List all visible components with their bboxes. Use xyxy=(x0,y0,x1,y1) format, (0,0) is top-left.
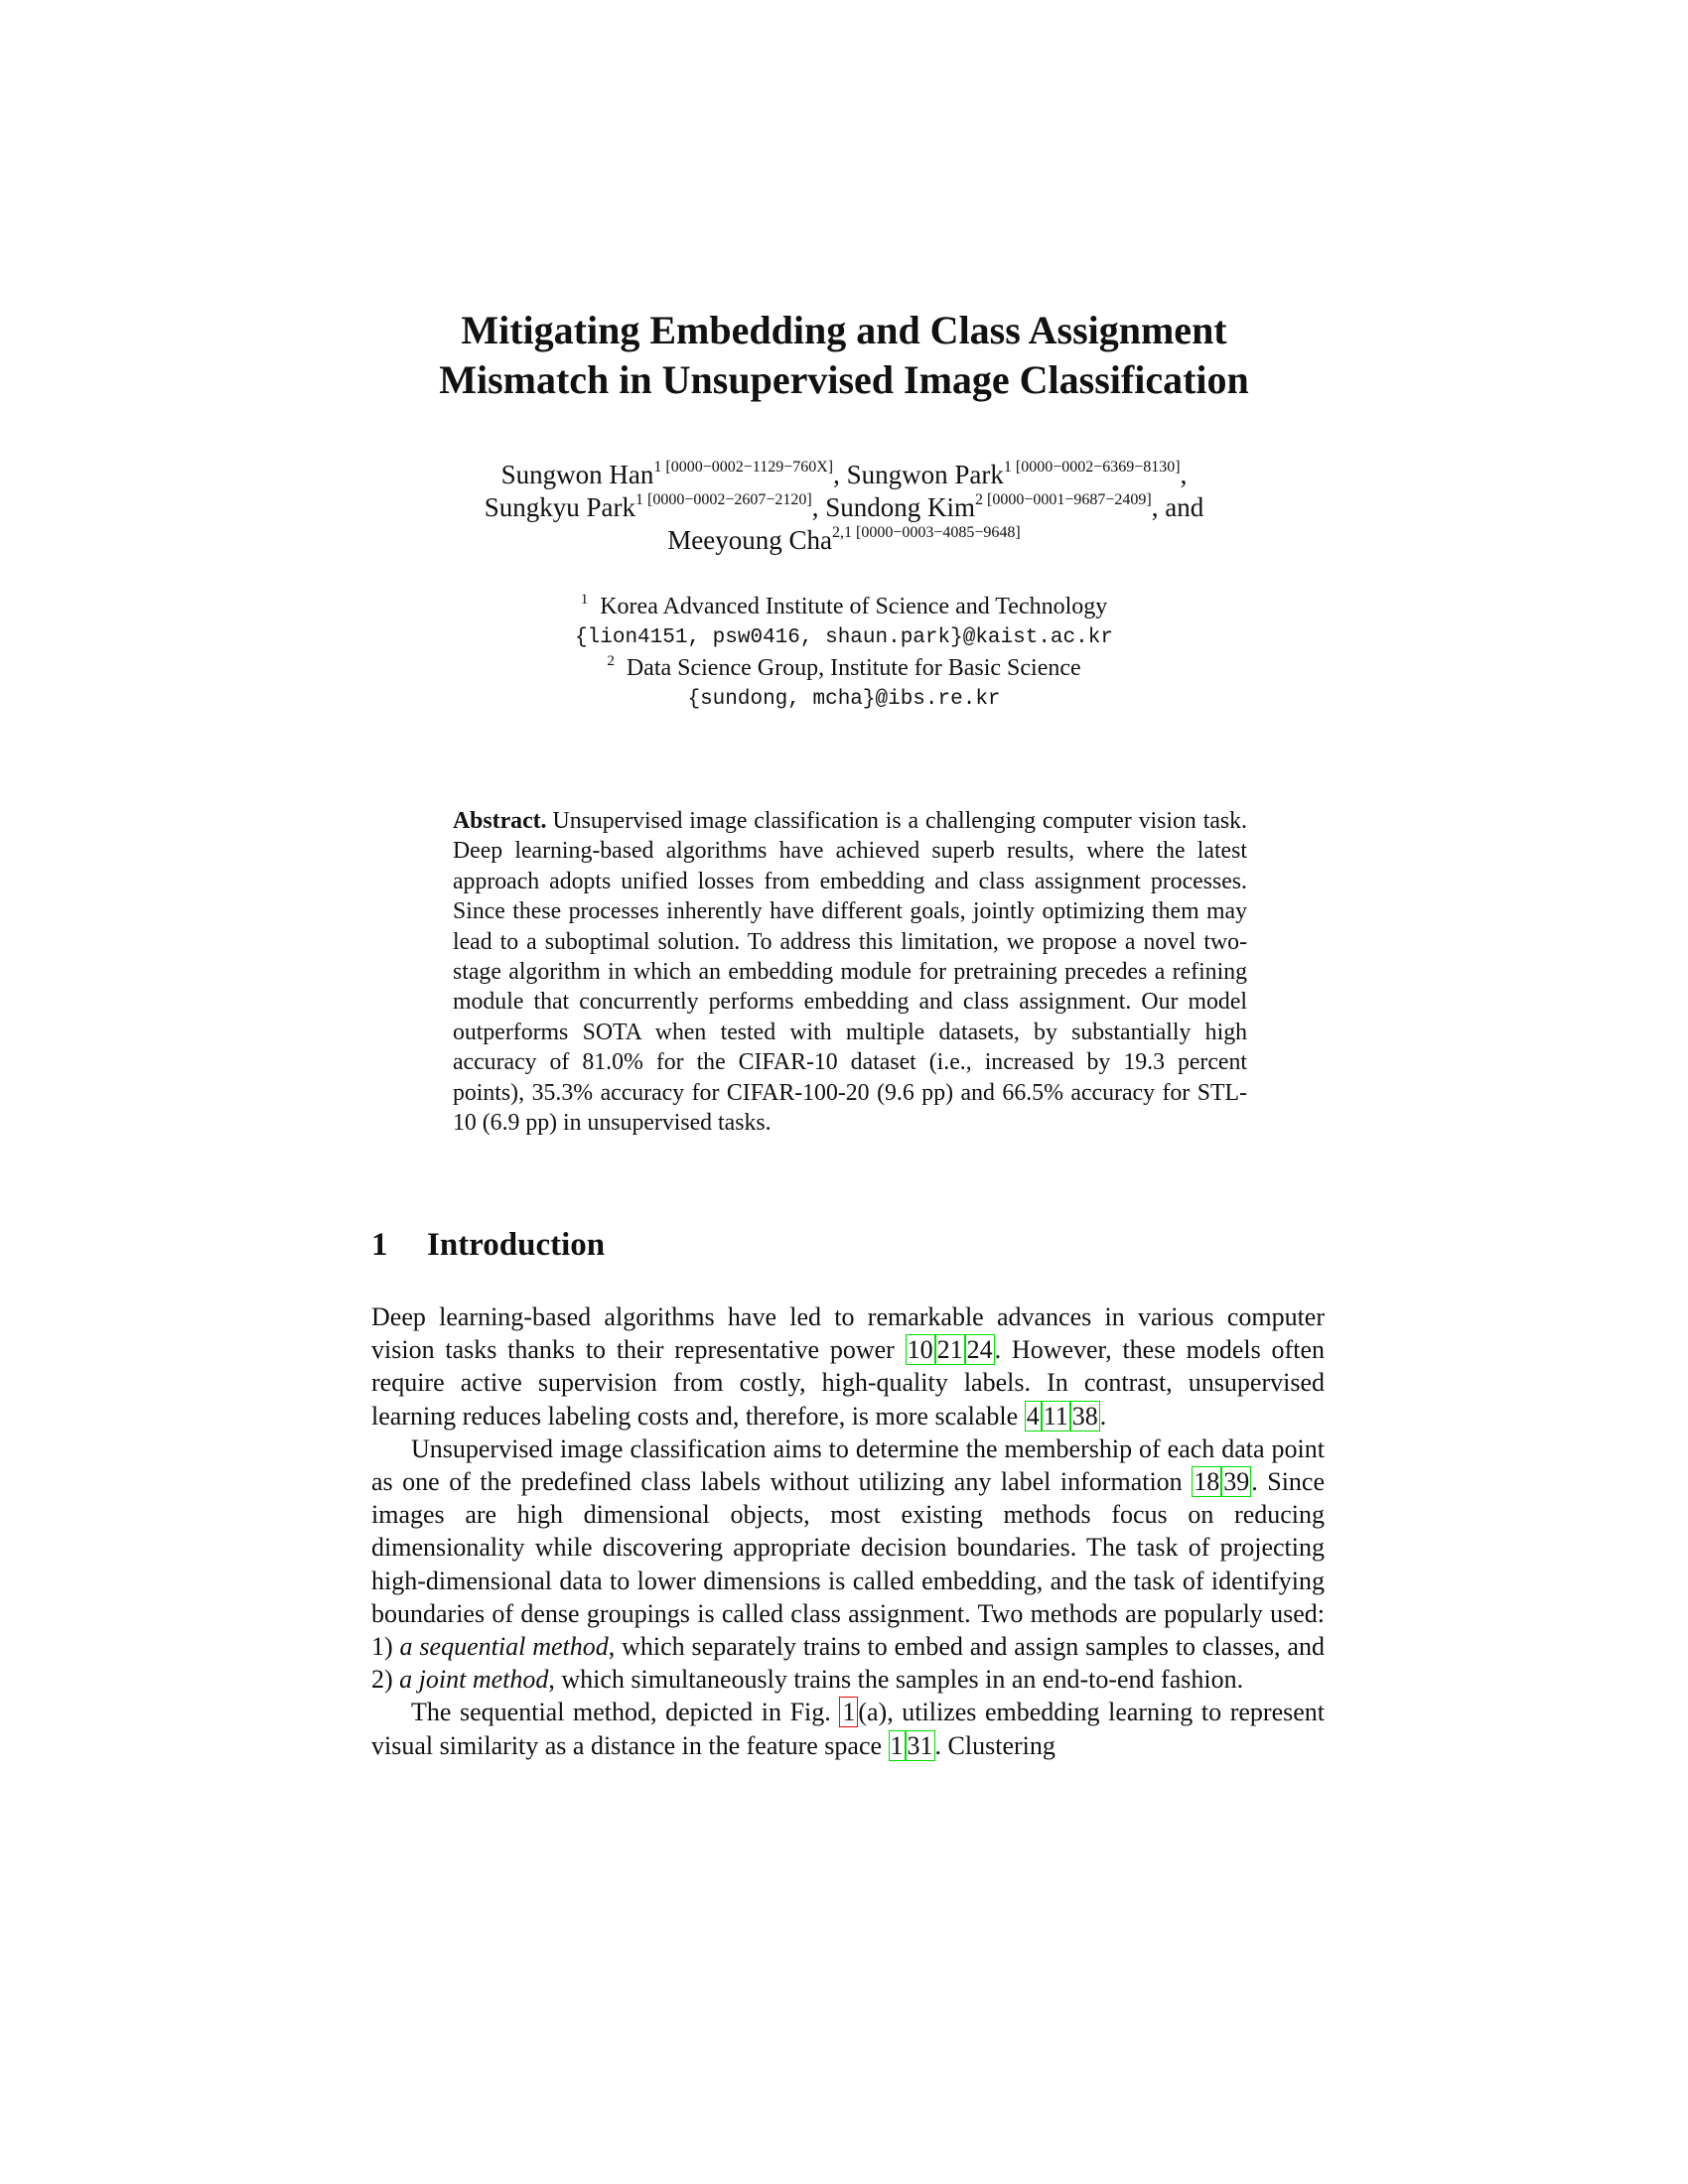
citation-link[interactable]: 21 xyxy=(936,1335,963,1365)
author-line-2 xyxy=(298,491,1390,524)
paragraph-text: (a), utilizes embedding learning to represent visual similarity as a distance in the feature space xyxy=(371,1698,1325,1760)
citation-link[interactable]: 1 xyxy=(890,1730,904,1760)
paragraph-text: . xyxy=(1099,1401,1107,1431)
author-name: Sungwon Han xyxy=(500,460,654,489)
author-orcid: 1 [0000−0002−1129−760X] xyxy=(653,459,834,476)
abstract xyxy=(453,806,1247,1138)
author-orcid: 1 [0000−0002−6369−8130] xyxy=(1003,459,1181,476)
affiliation-number: 2 xyxy=(607,653,615,669)
abstract-label: Abstract. xyxy=(453,808,547,834)
affiliation-2 xyxy=(298,653,1390,684)
affiliation-2-email: {sundong, mcha}@ibs.re.kr xyxy=(687,688,1001,711)
body-text xyxy=(371,1300,1325,1762)
emphasis: a sequential method xyxy=(399,1632,609,1662)
paper-title xyxy=(298,306,1390,405)
paragraph-text: , which separately trains to embed and assign samples to classes, and 2) xyxy=(371,1632,1325,1695)
author-name: , Sundong Kim xyxy=(811,492,976,522)
author-name: Meeyoung Cha xyxy=(667,525,832,555)
citation-link[interactable]: 10 xyxy=(907,1335,933,1365)
paragraph-text: . Since images are high dimensional objects, most existing methods focus on reducing dimensionality while discovering appropriate decision boundaries. The task of projecting high-dimensional data to lower dimensions is called embedding, and the task of identifying boundaries of dense groupings is called class assignment. Two methods are popularly used: 1) xyxy=(371,1467,1326,1662)
citation-link[interactable]: 4 xyxy=(1026,1401,1040,1431)
paragraph-text: . Clustering xyxy=(934,1730,1055,1760)
citation-link[interactable]: 18 xyxy=(1194,1467,1220,1497)
author-orcid: 1 [0000−0002−2607−2120] xyxy=(635,491,812,508)
author-list xyxy=(298,459,1390,557)
affiliation-1-email: {lion4151, psw0416, shaun.park}@kaist.ac.kr xyxy=(575,626,1113,649)
paragraph-text: Unsupervised image classification aims to determine the membership of each data point as one of the predefined class labels without utilizing any label information xyxy=(371,1433,1325,1497)
section-title: Introduction xyxy=(427,1227,606,1263)
author-orcid: 2 [0000−0001−9687−2409] xyxy=(975,491,1152,508)
author-name: Sungkyu Park xyxy=(484,492,636,522)
paragraph-text: The sequential method, depicted in Fig. xyxy=(411,1698,840,1727)
author-line-1 xyxy=(298,459,1390,491)
figure-ref-link[interactable]: 1 xyxy=(839,1697,858,1727)
affiliation-name: Korea Advanced Institute of Science and Technology xyxy=(600,594,1108,619)
paragraph-2 xyxy=(371,1433,1325,1697)
affiliation-name: Data Science Group, Institute for Basic Science xyxy=(626,655,1081,681)
paragraph-text: Deep learning-based algorithms have led to remarkable advances in various computer vision tasks thanks to their representative power xyxy=(371,1302,1325,1365)
citation-link[interactable]: 31 xyxy=(907,1730,933,1760)
citation-link[interactable]: 39 xyxy=(1223,1467,1250,1497)
affiliation-1 xyxy=(298,592,1390,622)
paragraph-text: . However, these models often require active supervision from costly, high-quality labels. In contrast, unsupervised learning reduces labeling costs and, therefore, is more scalable xyxy=(371,1335,1325,1431)
author-orcid: 2,1 [0000−0003−4085−9648] xyxy=(831,524,1021,541)
affiliations xyxy=(298,592,1390,715)
citation-link[interactable]: 38 xyxy=(1071,1401,1098,1431)
title-line-1: Mitigating Embedding and Class Assignment xyxy=(461,308,1227,352)
citation-link[interactable]: 24 xyxy=(966,1335,993,1365)
citation-link[interactable]: 11 xyxy=(1043,1401,1068,1431)
author-separator: , and xyxy=(1151,492,1204,522)
author-line-3 xyxy=(298,524,1390,557)
section-heading xyxy=(371,1227,605,1264)
author-name: , Sungwon Park xyxy=(833,460,1004,489)
paragraph-1 xyxy=(371,1300,1325,1433)
title-line-2: Mismatch in Unsupervised Image Classification xyxy=(439,357,1249,402)
abstract-text: Unsupervised image classification is a challenging computer vision task. Deep learning-based algorithms have achieved superb results, where the latest approach adopts unified losses from embedding and class assignment processes. Since these processes inherently have different goals, jointly optimizing them may lead to a suboptimal solution. To address this limitation, we propose a novel two-stage algorithm in which an embedding module for pretraining precedes a refining module that concurrently performs embedding and class assignment. Our model outperforms SOTA when tested with multiple datasets, by substantially high accuracy of 81.0% for the CIFAR-10 dataset (i.e., increased by 19.3 percent points), 35.3% accuracy for CIFAR-100-20 (9.6 pp) and 66.5% accuracy for STL-10 (6.9 pp) in unsupervised tasks. xyxy=(453,808,1247,1137)
paragraph-3 xyxy=(371,1696,1325,1761)
author-separator: , xyxy=(1180,460,1188,489)
emphasis: a joint method xyxy=(399,1665,549,1695)
paragraph-text: , which simultaneously trains the samples in an end-to-end fashion. xyxy=(548,1665,1244,1695)
affiliation-number: 1 xyxy=(580,592,589,608)
section-number: 1 xyxy=(371,1227,388,1263)
